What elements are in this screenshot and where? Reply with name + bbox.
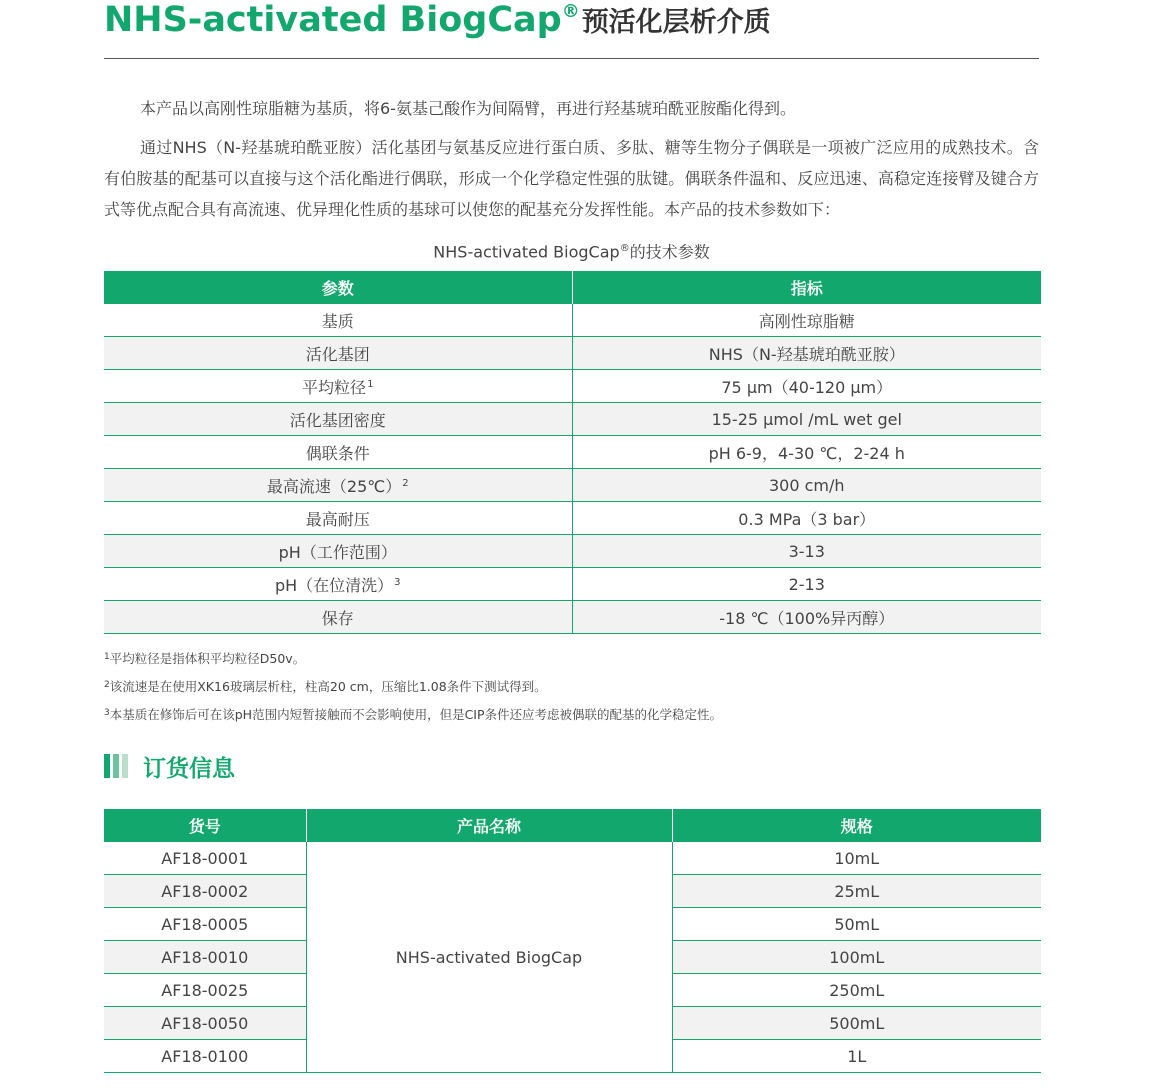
order-code-cell: AF18-0010 [104,941,306,974]
spec-header-value: 指标 [572,271,1041,304]
footnote-number: 3 [104,708,110,718]
description-paragraph: 通过NHS（N-羟基琥珀酰亚胺）活化基团与氨基反应进行蛋白质、多肽、糖等生物分子偶联是一项被广泛应用的成熟技术。含有伯胺基的配基可以直接与这个活化酯进行偶联，形成一个化学稳定性强的肽键。偶联条件温和、反应迅速、高稳定连接臂及键合方式等优点配合具有高流速、优异理化性质的基球可以使您的配基充分发挥性能。本产品的技术参数如下： [104,138,1039,219]
spec-header-param: 参数 [104,271,572,304]
order-header-row [104,809,1041,842]
spec-param-text: 偶联条件 [305,443,370,463]
section-bar [113,754,119,778]
order-size-cell: 25mL [672,875,1041,908]
caption-registered-mark: ® [619,243,630,254]
order-row [104,842,1041,875]
spec-row [104,601,1041,634]
order-code-cell: AF18-0100 [104,1040,306,1073]
order-size-cell: 1L [672,1040,1041,1073]
spec-value-cell: -18 ℃（100%异丙醇） [572,601,1041,634]
spec-row [104,469,1041,502]
spec-param-text: 最高流速（25℃） [266,476,402,496]
footnote-text: 该流速是在使用XK16玻璃层析柱，柱高20 cm，压缩比1.08条件下测试得到。 [109,679,547,694]
spec-param-text: 活化基团密度 [289,410,386,430]
order-code-cell: AF18-0001 [104,842,306,875]
page-title [104,0,771,50]
order-product-name-cell: NHS-activated BiogCap [306,842,672,1073]
spec-param-cell [104,568,572,601]
spec-param-text: pH（工作范围） [278,542,397,562]
spec-value-cell: 2-13 [572,568,1041,601]
title-divider [104,58,1039,59]
section-bar [104,754,110,778]
order-size-cell: 50mL [672,908,1041,941]
spec-table [104,271,1041,634]
spec-value-cell: 15-25 μmol /mL wet gel [572,403,1041,436]
spec-param-cell [104,436,572,469]
footnote-number: 2 [104,680,110,690]
footnote-number: 1 [104,652,110,662]
spec-value-cell: 3-13 [572,535,1041,568]
spec-value-cell: 300 cm/h [572,469,1041,502]
spec-param-text: 保存 [321,608,354,628]
order-section-label: 订货信息 [143,755,235,782]
footnote [104,646,722,674]
order-size-cell: 500mL [672,1007,1041,1040]
order-header-code: 货号 [104,809,306,842]
footnote [104,674,722,702]
section-bar [122,754,128,778]
spec-row [104,370,1041,403]
spec-param-text: 平均粒径 [302,377,367,397]
spec-value-cell: 75 μm（40-120 μm） [572,370,1041,403]
order-header-size: 规格 [672,809,1041,842]
spec-param-cell [104,469,572,502]
caption-suffix: 的技术参数 [629,242,710,262]
title-chinese: 预活化层析介质 [581,7,771,38]
order-section-heading [104,750,235,782]
table-caption [104,236,1039,265]
spec-param-text: 基质 [321,311,354,331]
spec-row [104,337,1041,370]
spec-param-cell [104,337,572,370]
order-size-cell: 100mL [672,941,1041,974]
section-bars-icon [104,754,128,778]
intro-paragraph: 本产品以高刚性琼脂糖为基质，将6-氨基己酸作为间隔臂，再进行羟基琥珀酰亚胺酯化得到。 [140,99,796,118]
title-english: NHS-activated BiogCap [104,0,562,40]
spec-param-text: 活化基团 [305,344,370,364]
spec-value-cell: 0.3 MPa（3 bar） [572,502,1041,535]
footnote-marker: 2 [402,477,409,489]
spec-param-cell [104,601,572,634]
footnote-marker: 3 [394,576,401,588]
footnote-text: 平均粒径是指体积平均粒径D50v。 [109,651,306,666]
footnote [104,702,722,730]
order-table [104,809,1041,1073]
spec-value-cell: NHS（N-羟基琥珀酰亚胺） [572,337,1041,370]
order-code-cell: AF18-0005 [104,908,306,941]
spec-value-cell: 高刚性琼脂糖 [572,304,1041,337]
order-size-cell: 10mL [672,842,1041,875]
spec-row [104,436,1041,469]
spec-param-text: pH（在位清洗） [274,575,394,595]
spec-row [104,568,1041,601]
order-code-cell: AF18-0025 [104,974,306,1007]
order-code-cell: AF18-0002 [104,875,306,908]
spec-value-cell: pH 6-9，4-30 ℃，2-24 h [572,436,1041,469]
registered-mark: ® [561,1,580,22]
order-code-cell: AF18-0050 [104,1007,306,1040]
spec-param-cell [104,502,572,535]
order-size-cell: 250mL [672,974,1041,1007]
caption-product: NHS-activated BiogCap [433,242,620,262]
order-header-name: 产品名称 [306,809,672,842]
spec-header-row [104,271,1041,304]
spec-param-cell [104,403,572,436]
footnote-marker: 1 [367,378,374,390]
spec-row [104,403,1041,436]
spec-row [104,535,1041,568]
footnote-text: 本基质在修饰后可在该pH范围内短暂接触而不会影响使用，但是CIP条件还应考虑被偶联的配基的化学稳定性。 [109,707,723,722]
spec-param-cell [104,535,572,568]
spec-row [104,304,1041,337]
spec-param-cell [104,304,572,337]
footnotes [104,646,722,730]
spec-param-cell [104,370,572,403]
spec-param-text: 最高耐压 [305,509,370,529]
spec-row [104,502,1041,535]
